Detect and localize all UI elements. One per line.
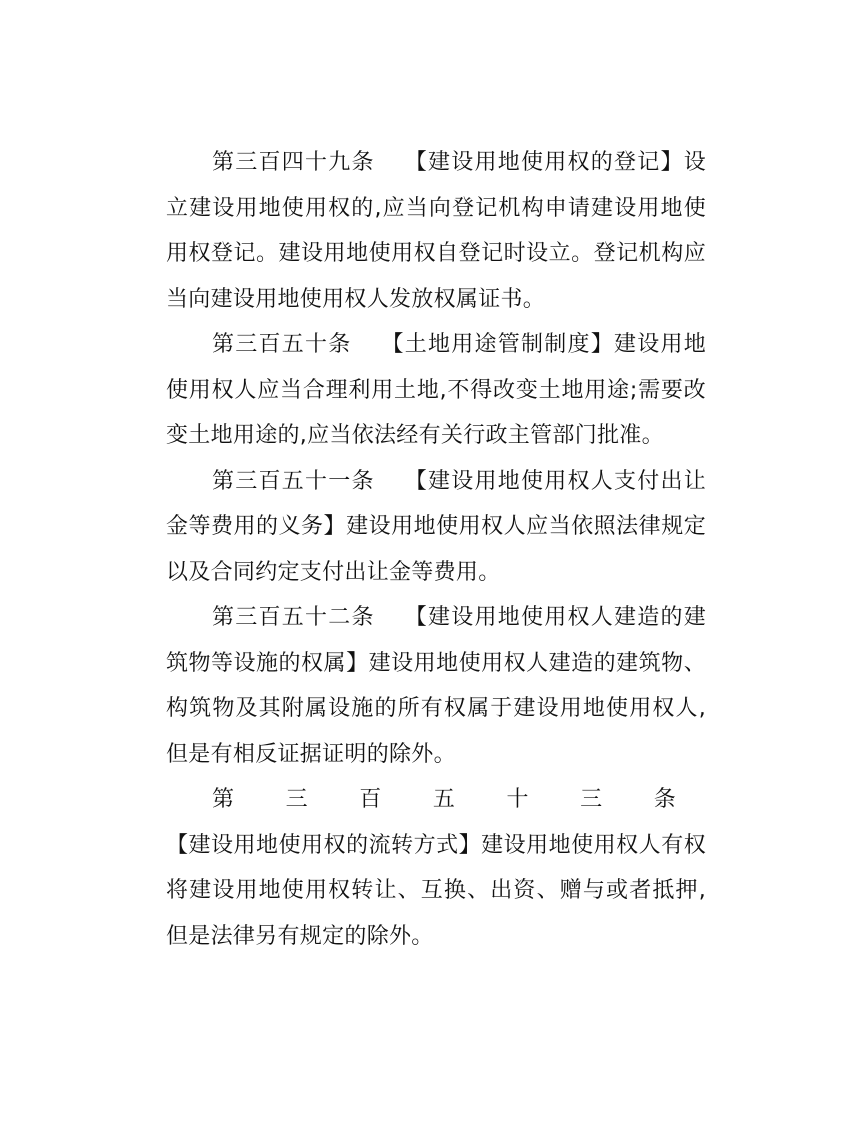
article-heading: 【土地用途管制制度】 <box>381 332 614 357</box>
article-heading: 【建设用地使用权人支付出让金等费用的义务】 <box>166 468 706 539</box>
article-number: 第三百四十九条 <box>212 150 375 175</box>
article-body: 建设用地使用权人应当依照法律规定以及合同约定支付出让金等费用。 <box>166 514 706 585</box>
article-351 <box>166 459 706 596</box>
article-350 <box>166 322 706 459</box>
article-number: 第三百五十三条 <box>212 787 676 812</box>
article-heading: 【建设用地使用权人建造的建筑物等设施的权属】 <box>166 605 706 676</box>
article-number: 第三百五十一条 <box>212 468 375 494</box>
article-body: 建设用地使用权人应当合理利用土地,不得改变土地用途;需要改变土地用途的,应当依法经有关行政主管部门批准。 <box>166 332 706 448</box>
article-352 <box>166 595 706 777</box>
article-353 <box>166 777 706 959</box>
article-body: 建设用地使用权人有权将建设用地使用权转让、互换、出资、赠与或者抵押,但是法律另有规定的除外。 <box>166 832 706 949</box>
article-heading: 【建设用地使用权的流转方式】 <box>166 832 482 858</box>
article-349 <box>166 140 706 322</box>
article-body: 设立建设用地使用权的,应当向登记机构申请建设用地使用权登记。建设用地使用权自登记时设立。登记机构应当向建设用地使用权人发放权属证书。 <box>166 150 706 312</box>
document-page <box>166 140 706 959</box>
article-number: 第三百五十条 <box>212 332 352 357</box>
article-heading: 【建设用地使用权的登记】 <box>404 150 684 175</box>
article-body: 建设用地使用权人建造的建筑物、构筑物及其附属设施的所有权属于建设用地使用权人,但是有相反证据证明的除外。 <box>166 650 706 767</box>
article-number: 第三百五十二条 <box>212 605 375 630</box>
